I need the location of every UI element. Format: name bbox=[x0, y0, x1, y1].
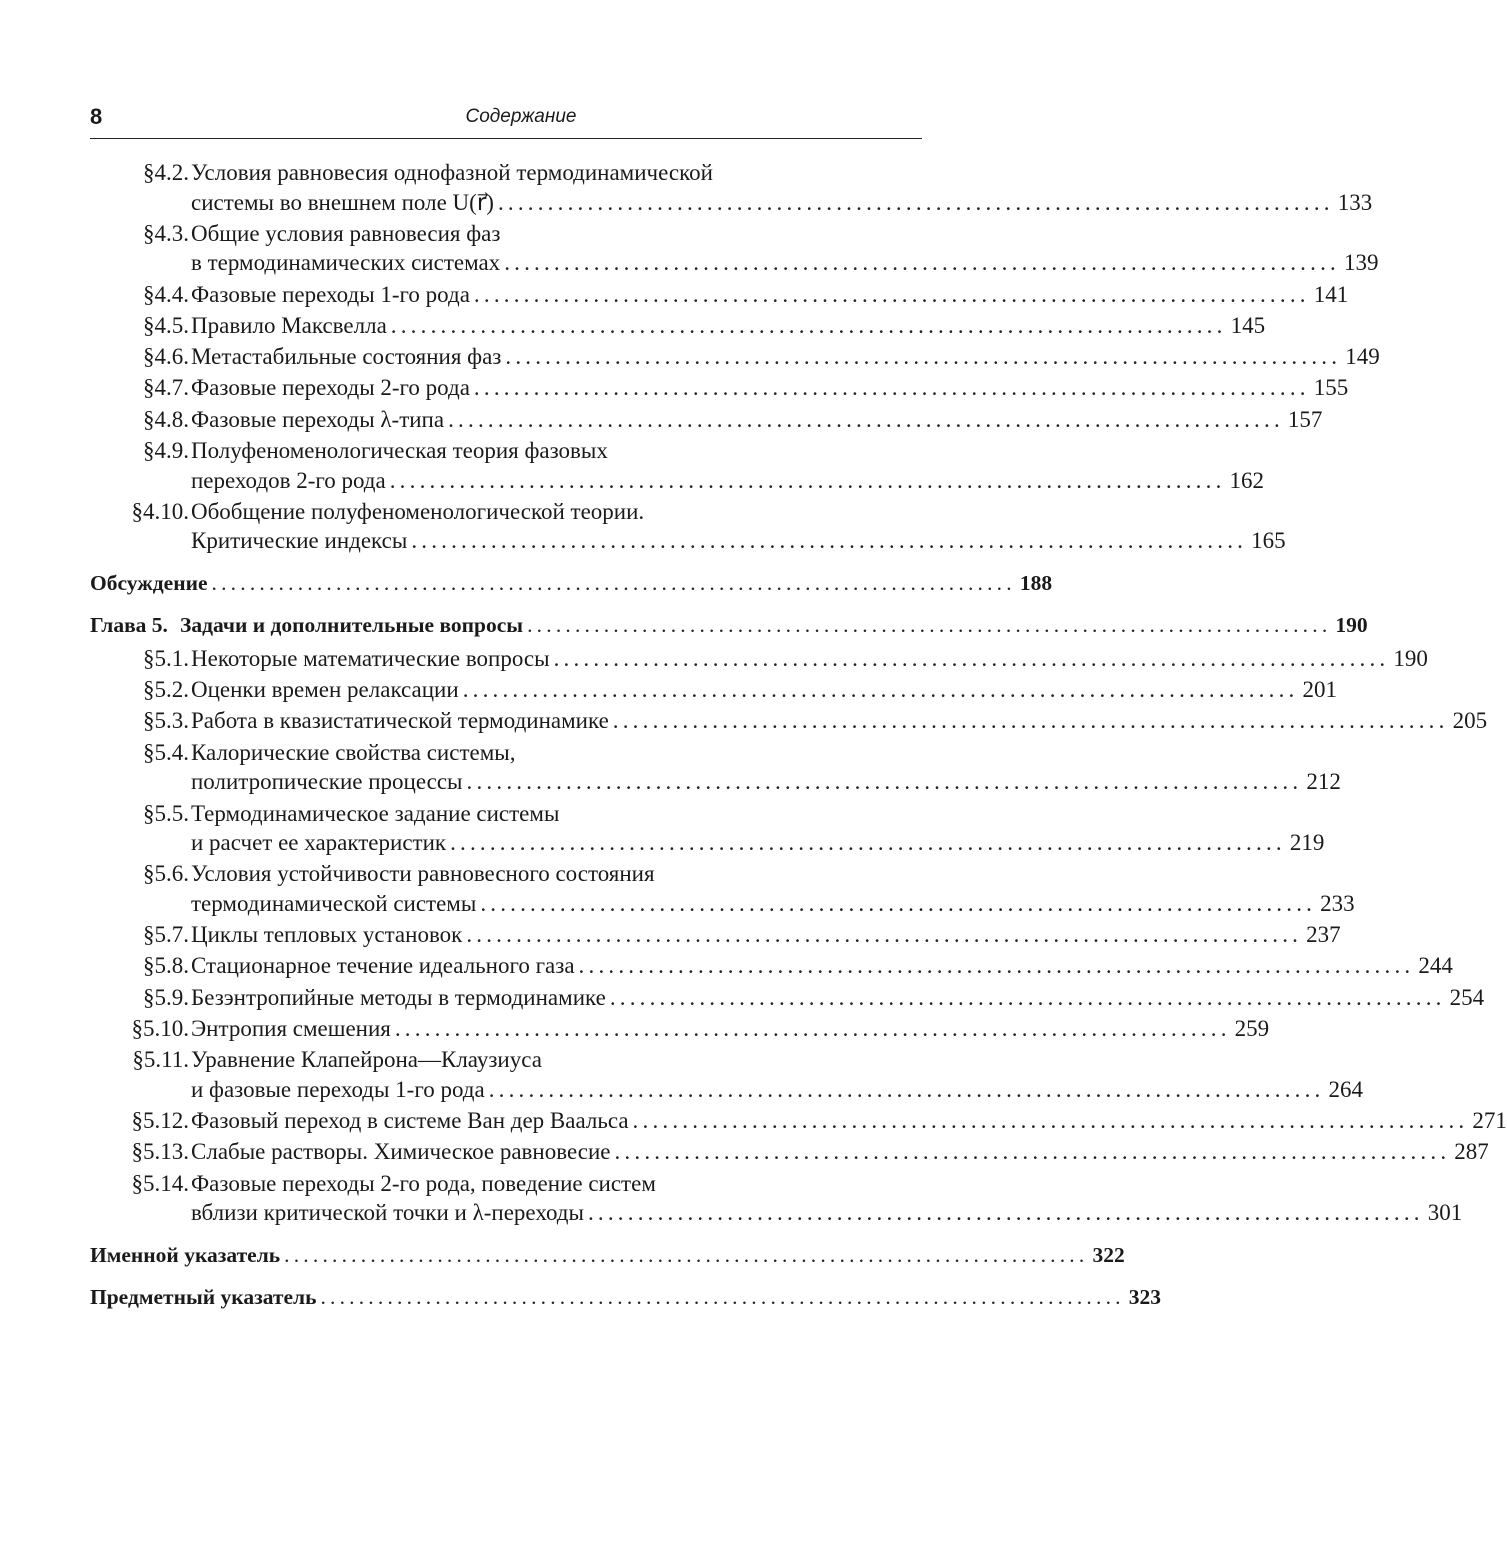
chapter-title: Задачи и дополнительные вопросы bbox=[180, 612, 524, 637]
dot-leader: .................................................................................... bbox=[211, 570, 1016, 595]
section-title-line: переходов 2-го рода bbox=[191, 467, 386, 493]
page-ref: 133 bbox=[1337, 189, 1373, 215]
dot-leader: .................................................................................... bbox=[504, 250, 1340, 276]
toc-entry-discussion[interactable] bbox=[90, 568, 1053, 598]
section-number: §4.2. bbox=[143, 160, 189, 185]
toc-entry-5-11[interactable] bbox=[90, 1045, 1364, 1104]
section-title-line: Слабые растворы. Химическое равновесие bbox=[191, 1139, 611, 1165]
section-title-line: Циклы тепловых установок bbox=[191, 922, 463, 948]
section-number: §5.13. bbox=[131, 1139, 189, 1165]
section-number: §5.1. bbox=[143, 645, 189, 671]
dot-leader: .................................................................................... bbox=[466, 922, 1303, 948]
dot-leader: .................................................................................... bbox=[632, 1108, 1469, 1134]
dot-leader: .................................................................................... bbox=[612, 708, 1449, 734]
toc-entry-5-2[interactable] bbox=[90, 675, 1337, 705]
section-title-line: системы во внешнем поле U(r⃗) bbox=[191, 189, 494, 215]
page-number: 8 bbox=[90, 104, 103, 129]
section-number: §5.3. bbox=[143, 708, 189, 734]
section-title-line: Условия устойчивости равновесного состояния bbox=[191, 861, 655, 887]
section-number: §5.2. bbox=[143, 677, 189, 703]
toc-entry-4-8[interactable] bbox=[90, 405, 1323, 435]
page-ref: 201 bbox=[1302, 677, 1337, 703]
dot-leader: .................................................................................... bbox=[609, 984, 1446, 1010]
section-number: §5.9. bbox=[143, 984, 189, 1010]
toc-entry-5-10[interactable] bbox=[90, 1014, 1270, 1044]
entry-title: Обсуждение bbox=[90, 570, 208, 595]
dot-leader: .................................................................................... bbox=[320, 1284, 1125, 1309]
section-number: §4.10. bbox=[131, 498, 189, 524]
toc-entry-5-14[interactable] bbox=[90, 1169, 1463, 1228]
page-ref: 287 bbox=[1454, 1139, 1489, 1165]
dot-leader: .................................................................................... bbox=[473, 375, 1310, 401]
section-title-line: Фазовые переходы 2-го рода bbox=[191, 375, 470, 401]
dot-leader: .................................................................................... bbox=[505, 344, 1342, 370]
dot-leader: .................................................................................... bbox=[466, 769, 1303, 795]
page-ref: 212 bbox=[1306, 769, 1341, 795]
section-title-line: Уравнение Клапейрона—Клаузиуса bbox=[191, 1047, 542, 1073]
section-number: §4.5. bbox=[143, 312, 189, 338]
page-ref: 233 bbox=[1320, 890, 1355, 916]
section-number: §5.12. bbox=[131, 1108, 189, 1134]
section-number: §5.11. bbox=[132, 1047, 189, 1073]
page-ref: 205 bbox=[1452, 708, 1488, 734]
section-number: §4.4. bbox=[143, 281, 189, 307]
section-number: §5.4. bbox=[143, 739, 189, 765]
section-title-line: Безэнтропийные методы в термодинамике bbox=[191, 984, 606, 1010]
dot-leader: .................................................................................... bbox=[473, 281, 1310, 307]
toc-entry-4-7[interactable] bbox=[90, 373, 1349, 403]
toc-entry-5-4[interactable] bbox=[90, 738, 1341, 797]
section-number: §5.10. bbox=[131, 1016, 189, 1042]
section-title-line: Работа в квазистатической термодинамике bbox=[191, 708, 609, 734]
page-ref: 188 bbox=[1019, 570, 1053, 595]
section-title-line: Стационарное течение идеального газа bbox=[191, 953, 575, 979]
dot-leader: .................................................................................... bbox=[527, 612, 1332, 637]
page-ref: 190 bbox=[1393, 645, 1428, 671]
section-title-line: Условия равновесия однофазной термодинамической bbox=[191, 160, 713, 185]
toc-entry-5-5[interactable] bbox=[90, 799, 1325, 858]
dot-leader: .................................................................................... bbox=[394, 1016, 1231, 1042]
page-ref: 264 bbox=[1328, 1076, 1364, 1102]
page-ref: 271 bbox=[1472, 1108, 1507, 1134]
entry-title: Именной указатель bbox=[90, 1242, 281, 1267]
toc-entry-5-9[interactable] bbox=[90, 983, 1485, 1013]
dot-leader: .................................................................................... bbox=[411, 528, 1248, 554]
section-title-line: и фазовые переходы 1-го рода bbox=[191, 1076, 485, 1102]
section-title-line: Критические индексы bbox=[191, 528, 408, 554]
page-ref: 190 bbox=[1335, 612, 1368, 637]
toc-entry-4-10[interactable] bbox=[90, 497, 1286, 556]
section-title-line: Метастабильные состояния фаз bbox=[191, 344, 502, 370]
toc-entry-5-3[interactable] bbox=[90, 706, 1488, 736]
page-ref: 301 bbox=[1427, 1200, 1463, 1226]
toc-entry-4-4[interactable] bbox=[90, 280, 1349, 310]
dot-leader: .................................................................................... bbox=[578, 953, 1415, 979]
page-ref: 323 bbox=[1128, 1284, 1161, 1309]
page-ref: 244 bbox=[1418, 953, 1453, 979]
section-number: §5.5. bbox=[143, 800, 189, 826]
section-title-line: Термодинамическое задание системы bbox=[191, 800, 560, 826]
section-number: §4.9. bbox=[143, 438, 189, 464]
page-ref: 139 bbox=[1344, 250, 1379, 276]
toc-entry-5-12[interactable] bbox=[90, 1106, 1507, 1136]
dot-leader: .................................................................................... bbox=[389, 467, 1226, 493]
toc-entry-4-2[interactable] bbox=[90, 158, 1373, 217]
page-ref: 237 bbox=[1306, 922, 1341, 948]
dot-leader: .................................................................................... bbox=[614, 1139, 1451, 1165]
section-title-line: Фазовые переходы 1-го рода bbox=[191, 281, 470, 307]
section-number: §4.6. bbox=[143, 344, 189, 370]
section-number: §5.7. bbox=[143, 922, 189, 948]
dot-leader: .................................................................................... bbox=[448, 406, 1284, 432]
section-title-line: Оценки времен релаксации bbox=[191, 677, 459, 703]
toc-entry-4-5[interactable] bbox=[90, 311, 1266, 341]
page-ref: 141 bbox=[1313, 281, 1349, 307]
section-title-line: Фазовые переходы 2-го рода, поведение систем bbox=[191, 1170, 656, 1196]
section-title-line: Фазовый переход в системе Ван дер Ваальса bbox=[191, 1108, 629, 1134]
section-title-line: термодинамической системы bbox=[191, 890, 477, 916]
toc-entry-5-8[interactable] bbox=[90, 951, 1453, 981]
toc-entry-name-index[interactable] bbox=[90, 1240, 1125, 1270]
toc-entry-5-6[interactable] bbox=[90, 859, 1355, 918]
toc-entry-chapter-5[interactable] bbox=[90, 610, 1368, 640]
section-title-line: Энтропия смешения bbox=[191, 1016, 391, 1042]
page-ref: 155 bbox=[1313, 375, 1349, 401]
section-title-line: Некоторые математические вопросы bbox=[191, 645, 550, 671]
section-title-line: в термодинамических системах bbox=[191, 250, 501, 276]
dot-leader: .................................................................................... bbox=[587, 1200, 1424, 1226]
dot-leader: .................................................................................... bbox=[284, 1242, 1089, 1267]
section-number: §4.3. bbox=[143, 220, 189, 246]
dot-leader: .................................................................................... bbox=[390, 312, 1227, 338]
running-title: Содержание bbox=[465, 106, 577, 127]
section-number: §4.8. bbox=[143, 406, 189, 432]
page-header bbox=[90, 100, 922, 139]
section-title-line: Общие условия равновесия фаз bbox=[191, 220, 501, 246]
section-title-line: Фазовые переходы λ-типа bbox=[191, 406, 445, 432]
toc-entry-4-9[interactable] bbox=[90, 436, 1265, 495]
dot-leader: .................................................................................... bbox=[480, 890, 1317, 916]
toc-entry-5-7[interactable] bbox=[90, 920, 1341, 950]
dot-leader: .................................................................................... bbox=[553, 645, 1390, 671]
section-number: §5.6. bbox=[143, 861, 189, 887]
section-title-line: вблизи критической точки и λ-переходы bbox=[191, 1200, 584, 1226]
dot-leader: .................................................................................... bbox=[488, 1076, 1325, 1102]
page-ref: 165 bbox=[1251, 528, 1286, 554]
page-ref: 322 bbox=[1092, 1242, 1125, 1267]
section-title-line: Калорические свойства системы, bbox=[191, 739, 516, 765]
dot-leader: .................................................................................... bbox=[462, 677, 1299, 703]
chapter-number: Глава 5. bbox=[90, 612, 168, 637]
toc-entry-4-3[interactable] bbox=[90, 219, 1379, 278]
page-ref: 149 bbox=[1345, 344, 1380, 370]
section-number: §5.8. bbox=[143, 953, 189, 979]
dot-leader: .................................................................................... bbox=[450, 830, 1286, 856]
toc-entry-5-1[interactable] bbox=[90, 644, 1428, 674]
page-ref: 219 bbox=[1289, 830, 1325, 856]
page-ref: 254 bbox=[1449, 984, 1485, 1010]
section-title-line: Правило Максвелла bbox=[191, 312, 387, 338]
section-title-line: политропические процессы bbox=[191, 769, 463, 795]
page-ref: 145 bbox=[1230, 312, 1266, 338]
section-title-line: и расчет ее характеристик bbox=[191, 830, 447, 856]
dot-leader: .................................................................................... bbox=[497, 189, 1334, 215]
section-title-line: Обобщение полуфеноменологической теории. bbox=[191, 498, 645, 524]
page-ref: 157 bbox=[1287, 406, 1323, 432]
entry-title: Предметный указатель bbox=[90, 1284, 317, 1309]
table-of-contents bbox=[90, 158, 1507, 1316]
toc-entry-4-6[interactable] bbox=[90, 342, 1380, 372]
page-ref: 162 bbox=[1229, 467, 1265, 493]
toc-entry-5-13[interactable] bbox=[90, 1137, 1489, 1167]
toc-entry-subject-index[interactable] bbox=[90, 1282, 1161, 1312]
section-number: §5.14. bbox=[131, 1170, 189, 1196]
section-title-line: Полуфеноменологическая теория фазовых bbox=[191, 438, 608, 464]
section-number: §4.7. bbox=[143, 375, 189, 401]
page-ref: 259 bbox=[1234, 1016, 1270, 1042]
